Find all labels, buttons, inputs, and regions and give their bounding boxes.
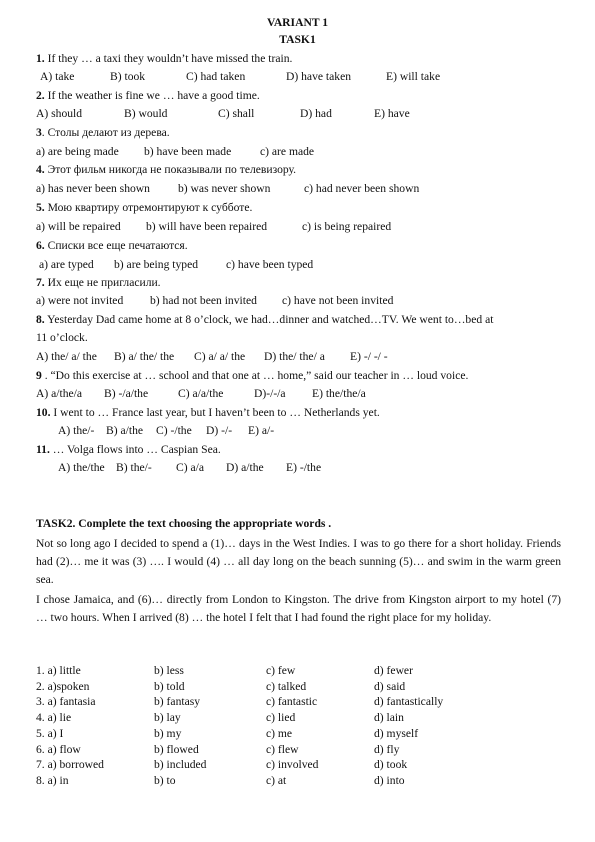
option: E) have: [374, 107, 410, 120]
question-8: 8. Yesterday Dad came home at 8 o’clock, we had…dinner and watched…TV. We went to…bed at: [36, 313, 494, 326]
task2-paragraph-2: I chose Jamaica, and (6)… directly from London to Kingston. The drive from Kingston airport to my hotel (7) … two hours. When I arrived (8) … the hotel I felt that I had found the right place for my holiday.: [36, 593, 561, 624]
question-6: 6. Списки все еще печатаются.: [36, 239, 188, 252]
option: B) the/-: [116, 461, 152, 474]
option: E) will take: [386, 70, 441, 83]
option: b) have been made: [144, 145, 232, 158]
option: C) a/a: [176, 461, 205, 474]
task2-heading: TASK2. Complete the text choosing the appropriate words .: [36, 517, 332, 530]
option: D) a/the: [226, 461, 264, 474]
option: D) -/-: [206, 424, 233, 437]
option: a) are being made: [36, 145, 119, 158]
question-11: 11. … Volga flows into … Caspian Sea.: [36, 443, 221, 456]
option: C) a/ a/ the: [194, 350, 246, 363]
question-3: 3. Столы делают из дерева.: [36, 126, 170, 139]
option: A) the/-: [58, 424, 95, 437]
option: E) a/-: [248, 424, 275, 437]
option: b) are being typed: [114, 258, 199, 271]
option: b) will have been repaired: [146, 220, 268, 233]
option: a) are typed: [39, 258, 94, 271]
option: c) have been typed: [226, 258, 314, 271]
option: B) a/the: [106, 424, 144, 437]
option: D) had: [300, 107, 332, 120]
option: c) is being repaired: [302, 220, 392, 233]
question-7: 7. Их еще не пригласили.: [36, 276, 161, 289]
option: E) -/ -/ -: [350, 350, 388, 363]
option: D)-/-/a: [254, 387, 286, 400]
question-4: 4. Этот фильм никогда не показывали по телевизору.: [36, 163, 297, 176]
option: C) shall: [218, 107, 255, 120]
option: a) will be repaired: [36, 220, 121, 233]
option: C) a/a/the: [178, 387, 224, 400]
option: a) has never been shown: [36, 182, 150, 195]
task1-heading: TASK1: [279, 33, 316, 46]
worksheet-page: VARIANT 1 TASK1 1. If they … a taxi they wouldn’t have missed the train. A) take B) took C) had taken D) have taken E) will take 2. If the weather is fine we … have a good time. A) should B) would C) shall D) had E) have 3. Столы делают из дерева. a) are being made b) have been made c) are made 4. Этот фильм никогда не показывали по телевизору. a) has never been shown b) was never shown c) had never been shown 5. Мою квартиру отремонтируют к субботе. a) will be repaired b) will have been repaired c) is being repaired 6. Списки все еще печатаются. a) are typed b) are being typed c) have been typed 7. Их еще не пригласили. a) were not invited b) had not been invited c) have not been invited 8. Yesterday Dad came home at 8 o’clock, we had…dinner and watched…TV. We went to…bed at 11 o’clock. A) the/ a/ the B) a/ the/ the C) a/ a/ the D) the/ the/ a E) -/ -/ - 9 . “Do this exercise at … school and that one at … home,” said our teacher in … loud voice. A) a/the/a B) -/a/the C) a/a/the D)-/-/a E) the/the/a 10. I went to … France last year, but I haven’t been to … Netherlands yet. A) the/- B) a/the C) -/the D) -/- E) a/- 11. … Volga flows into … Caspian Sea. A) the/the B) the/- C) a/a D) a/the E) -/the TASK2. Complete the text choosing the appropriate words . Not so long ago I decided to spend a (1)… days in the West Indies. I was to go there for a short holiday. Friends had (2)… me it was (3) …. I would (4) … all day long on the beach sunning (5)… and swim in the warm green sea. I chose Jamaica, and (6)… directly from London to Kingston. The drive from Kingston airport to my hotel (7) … two hours. When I arrived (8) … the hotel I felt that I had found the right place for my holiday. 1. a) little b) less c) few d) fewer 2. a)spoken b) told c) talked d) said 3. a) fantasia b) fantasy c) fantastic d) fantastically 4. a) lie b) lay c) lied d) lain 5. a) I b) my c) me d) myself 6. a) flow b) flowed c) flew d) fly 7. a) borrowed b) included c) involved d) took 8. a) in b) to c) at d) into: [0, 0, 595, 842]
option: a) were not invited: [36, 294, 124, 307]
variant-heading: VARIANT 1: [266, 16, 329, 29]
option: C) had taken: [186, 70, 246, 83]
option: A) a/the/a: [36, 387, 83, 400]
option: c) had never been shown: [304, 182, 420, 195]
option: c) have not been invited: [282, 294, 394, 307]
question-2: 2. If the weather is fine we … have a good time.: [36, 89, 260, 102]
option: A) should: [36, 107, 83, 120]
option: B) took: [110, 70, 146, 83]
option: A) take: [40, 70, 75, 83]
option: E) -/the: [286, 461, 322, 474]
option: A) the/the: [58, 461, 105, 474]
option: D) have taken: [286, 70, 352, 83]
task2-paragraph-1: Not so long ago I decided to spend a (1)… days in the West Indies. I was to go there for a short holiday. Friends had (2)… me it was (3) …. I would (4) … all day long on the beach sunning (5)… and swim in the warm green sea.: [36, 537, 561, 586]
option: A) the/ a/ the: [36, 350, 97, 363]
option: b) was never shown: [178, 182, 271, 195]
question-1: 1. If they … a taxi they wouldn’t have missed the train.: [36, 52, 293, 65]
option: C) -/the: [156, 424, 192, 437]
question-10: 10. I went to … France last year, but I haven’t been to … Netherlands yet.: [36, 406, 380, 419]
option: B) would: [124, 107, 168, 120]
question-8-continued: 11 o’clock.: [36, 331, 88, 344]
option: B) -/a/the: [104, 387, 149, 400]
option: E) the/the/a: [312, 387, 366, 400]
option: B) a/ the/ the: [114, 350, 175, 363]
question-9: 9 . “Do this exercise at … school and that one at … home,” said our teacher in … loud voice.: [36, 369, 469, 382]
option: D) the/ the/ a: [264, 350, 325, 363]
option: b) had not been invited: [150, 294, 257, 307]
question-5: 5. Мою квартиру отремонтируют к субботе.: [36, 201, 253, 214]
option: c) are made: [260, 145, 315, 158]
